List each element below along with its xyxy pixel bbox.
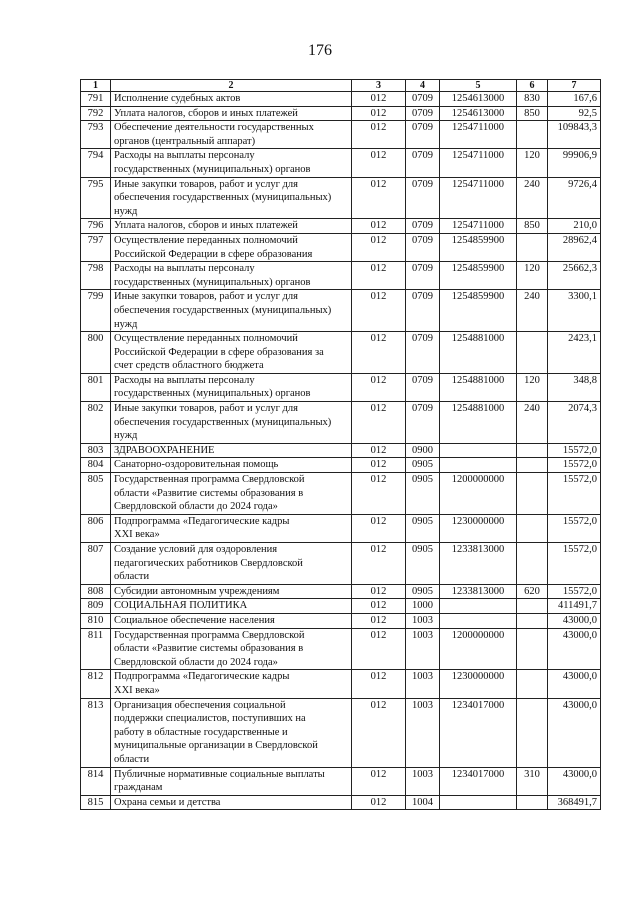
department-code-cell: 012 (352, 332, 406, 374)
item-name-cell: Государственная программа Свердловской области «Развитие системы образования в Свердловской области до 2024 года» (111, 473, 352, 515)
item-name-cell: Обеспечение деятельности государственных органов (центральный аппарат) (111, 121, 352, 149)
row-number-cell: 810 (81, 613, 111, 628)
table-row (81, 332, 601, 374)
row-number-cell: 801 (81, 373, 111, 401)
department-code-cell: 012 (352, 514, 406, 542)
expense-type-cell: 620 (517, 584, 548, 599)
department-code-cell: 012 (352, 628, 406, 670)
target-article-cell: 1254711000 (440, 219, 517, 234)
target-article-cell: 1233813000 (440, 584, 517, 599)
column-header: 1 (81, 80, 111, 92)
amount-cell: 15572,0 (548, 473, 601, 515)
amount-cell: 2074,3 (548, 402, 601, 444)
department-code-cell: 012 (352, 584, 406, 599)
table-row (81, 543, 601, 585)
expense-type-cell (517, 514, 548, 542)
amount-cell: 9726,4 (548, 177, 601, 219)
department-code-cell: 012 (352, 599, 406, 614)
row-number-cell: 812 (81, 670, 111, 698)
section-code-cell: 0905 (406, 458, 440, 473)
expense-type-cell: 240 (517, 402, 548, 444)
row-number-cell: 811 (81, 628, 111, 670)
amount-cell: 43000,0 (548, 613, 601, 628)
section-code-cell: 0905 (406, 584, 440, 599)
row-number-cell: 807 (81, 543, 111, 585)
table-row (81, 121, 601, 149)
table-row (81, 584, 601, 599)
table-row (81, 599, 601, 614)
expense-type-cell (517, 613, 548, 628)
department-code-cell: 012 (352, 233, 406, 261)
item-name-cell: СОЦИАЛЬНАЯ ПОЛИТИКА (111, 599, 352, 614)
item-name-cell: ЗДРАВООХРАНЕНИЕ (111, 443, 352, 458)
item-name-cell: Подпрограмма «Педагогические кадры XXI века» (111, 514, 352, 542)
amount-cell: 167,6 (548, 92, 601, 107)
table-row (81, 177, 601, 219)
section-code-cell: 1004 (406, 795, 440, 810)
item-name-cell: Иные закупки товаров, работ и услуг для обеспечения государственных (муниципальных) нужд (111, 177, 352, 219)
target-article-cell (440, 458, 517, 473)
amount-cell: 2423,1 (548, 332, 601, 374)
table-row (81, 670, 601, 698)
target-article-cell: 1254711000 (440, 149, 517, 177)
table-row (81, 290, 601, 332)
item-name-cell: Расходы на выплаты персоналу государственных (муниципальных) органов (111, 262, 352, 290)
department-code-cell: 012 (352, 698, 406, 767)
item-name-cell: Организация обеспечения социальной поддержки специалистов, поступивших на работу в областные государственные и муниципальные организации в Свердловской области (111, 698, 352, 767)
table-row (81, 402, 601, 444)
row-number-cell: 805 (81, 473, 111, 515)
expense-type-cell: 120 (517, 149, 548, 177)
department-code-cell: 012 (352, 106, 406, 121)
expense-type-cell (517, 332, 548, 374)
table-row (81, 613, 601, 628)
item-name-cell: Создание условий для оздоровления педагогических работников Свердловской области (111, 543, 352, 585)
section-code-cell: 1003 (406, 628, 440, 670)
column-header: 3 (352, 80, 406, 92)
expense-type-cell (517, 599, 548, 614)
row-number-cell: 806 (81, 514, 111, 542)
department-code-cell: 012 (352, 219, 406, 234)
page-number: 176 (308, 42, 332, 59)
expense-type-cell (517, 443, 548, 458)
amount-cell: 43000,0 (548, 628, 601, 670)
table-row (81, 628, 601, 670)
expense-type-cell (517, 473, 548, 515)
row-number-cell: 794 (81, 149, 111, 177)
department-code-cell: 012 (352, 373, 406, 401)
target-article-cell (440, 795, 517, 810)
amount-cell: 109843,3 (548, 121, 601, 149)
expense-type-cell: 120 (517, 373, 548, 401)
table-row (81, 767, 601, 795)
amount-cell: 15572,0 (548, 584, 601, 599)
section-code-cell: 0709 (406, 290, 440, 332)
column-header: 5 (440, 80, 517, 92)
target-article-cell (440, 613, 517, 628)
department-code-cell: 012 (352, 795, 406, 810)
expense-type-cell: 850 (517, 106, 548, 121)
department-code-cell: 012 (352, 149, 406, 177)
amount-cell: 99906,9 (548, 149, 601, 177)
target-article-cell: 1230000000 (440, 514, 517, 542)
item-name-cell: Расходы на выплаты персоналу государственных (муниципальных) органов (111, 373, 352, 401)
target-article-cell: 1254859900 (440, 233, 517, 261)
target-article-cell: 1230000000 (440, 670, 517, 698)
column-header: 7 (548, 80, 601, 92)
item-name-cell: Расходы на выплаты персоналу государственных (муниципальных) органов (111, 149, 352, 177)
row-number-cell: 802 (81, 402, 111, 444)
section-code-cell: 0709 (406, 149, 440, 177)
row-number-cell: 798 (81, 262, 111, 290)
department-code-cell: 012 (352, 177, 406, 219)
table-row (81, 149, 601, 177)
department-code-cell: 012 (352, 767, 406, 795)
target-article-cell: 1200000000 (440, 473, 517, 515)
section-code-cell: 0709 (406, 219, 440, 234)
amount-cell: 25662,3 (548, 262, 601, 290)
row-number-cell: 792 (81, 106, 111, 121)
expense-type-cell (517, 458, 548, 473)
target-article-cell: 1234017000 (440, 698, 517, 767)
expense-type-cell (517, 795, 548, 810)
department-code-cell: 012 (352, 443, 406, 458)
department-code-cell: 012 (352, 543, 406, 585)
expense-type-cell: 830 (517, 92, 548, 107)
row-number-cell: 813 (81, 698, 111, 767)
section-code-cell: 0709 (406, 332, 440, 374)
row-number-cell: 808 (81, 584, 111, 599)
table-row (81, 106, 601, 121)
amount-cell: 92,5 (548, 106, 601, 121)
row-number-cell: 815 (81, 795, 111, 810)
expense-type-cell: 240 (517, 290, 548, 332)
section-code-cell: 1003 (406, 670, 440, 698)
target-article-cell: 1254859900 (440, 290, 517, 332)
expense-type-cell (517, 628, 548, 670)
budget-table (80, 79, 601, 810)
section-code-cell: 1003 (406, 767, 440, 795)
table-row (81, 795, 601, 810)
target-article-cell: 1234017000 (440, 767, 517, 795)
row-number-cell: 804 (81, 458, 111, 473)
target-article-cell: 1233813000 (440, 543, 517, 585)
amount-cell: 43000,0 (548, 767, 601, 795)
column-header: 2 (111, 80, 352, 92)
target-article-cell: 1254881000 (440, 332, 517, 374)
department-code-cell: 012 (352, 458, 406, 473)
section-code-cell: 0709 (406, 92, 440, 107)
department-code-cell: 012 (352, 402, 406, 444)
target-article-cell: 1200000000 (440, 628, 517, 670)
section-code-cell: 0709 (406, 177, 440, 219)
column-header: 6 (517, 80, 548, 92)
expense-type-cell: 310 (517, 767, 548, 795)
section-code-cell: 0905 (406, 543, 440, 585)
row-number-cell: 796 (81, 219, 111, 234)
section-code-cell: 0709 (406, 262, 440, 290)
row-number-cell: 814 (81, 767, 111, 795)
table-row (81, 262, 601, 290)
table-row (81, 443, 601, 458)
target-article-cell: 1254881000 (440, 373, 517, 401)
section-code-cell: 0905 (406, 514, 440, 542)
table-row (81, 219, 601, 234)
table-row (81, 233, 601, 261)
department-code-cell: 012 (352, 121, 406, 149)
row-number-cell: 797 (81, 233, 111, 261)
section-code-cell: 1000 (406, 599, 440, 614)
table-row (81, 92, 601, 107)
item-name-cell: Иные закупки товаров, работ и услуг для обеспечения государственных (муниципальных) нужд (111, 402, 352, 444)
target-article-cell (440, 443, 517, 458)
row-number-cell: 799 (81, 290, 111, 332)
amount-cell: 411491,7 (548, 599, 601, 614)
row-number-cell: 809 (81, 599, 111, 614)
expense-type-cell (517, 121, 548, 149)
amount-cell: 210,0 (548, 219, 601, 234)
item-name-cell: Социальное обеспечение населения (111, 613, 352, 628)
amount-cell: 43000,0 (548, 670, 601, 698)
target-article-cell: 1254881000 (440, 402, 517, 444)
section-code-cell: 1003 (406, 698, 440, 767)
department-code-cell: 012 (352, 613, 406, 628)
item-name-cell: Осуществление переданных полномочий Российской Федерации в сфере образования за счет средств областного бюджета (111, 332, 352, 374)
target-article-cell: 1254613000 (440, 92, 517, 107)
item-name-cell: Уплата налогов, сборов и иных платежей (111, 219, 352, 234)
amount-cell: 43000,0 (548, 698, 601, 767)
section-code-cell: 0709 (406, 121, 440, 149)
expense-type-cell: 850 (517, 219, 548, 234)
row-number-cell: 795 (81, 177, 111, 219)
item-name-cell: Охрана семьи и детства (111, 795, 352, 810)
section-code-cell: 0905 (406, 473, 440, 515)
target-article-cell: 1254711000 (440, 177, 517, 219)
row-number-cell: 791 (81, 92, 111, 107)
expense-type-cell (517, 698, 548, 767)
row-number-cell: 793 (81, 121, 111, 149)
amount-cell: 15572,0 (548, 514, 601, 542)
amount-cell: 15572,0 (548, 458, 601, 473)
item-name-cell: Осуществление переданных полномочий Российской Федерации в сфере образования (111, 233, 352, 261)
target-article-cell (440, 599, 517, 614)
section-code-cell: 0709 (406, 233, 440, 261)
table-row (81, 373, 601, 401)
amount-cell: 3300,1 (548, 290, 601, 332)
item-name-cell: Подпрограмма «Педагогические кадры XXI века» (111, 670, 352, 698)
row-number-cell: 800 (81, 332, 111, 374)
amount-cell: 348,8 (548, 373, 601, 401)
amount-cell: 15572,0 (548, 543, 601, 585)
item-name-cell: Уплата налогов, сборов и иных платежей (111, 106, 352, 121)
amount-cell: 368491,7 (548, 795, 601, 810)
table-row (81, 514, 601, 542)
department-code-cell: 012 (352, 262, 406, 290)
expense-type-cell (517, 670, 548, 698)
section-code-cell: 0709 (406, 373, 440, 401)
expense-type-cell: 240 (517, 177, 548, 219)
target-article-cell: 1254613000 (440, 106, 517, 121)
department-code-cell: 012 (352, 290, 406, 332)
department-code-cell: 012 (352, 473, 406, 515)
department-code-cell: 012 (352, 670, 406, 698)
section-code-cell: 1003 (406, 613, 440, 628)
amount-cell: 28962,4 (548, 233, 601, 261)
item-name-cell: Субсидии автономным учреждениям (111, 584, 352, 599)
target-article-cell: 1254711000 (440, 121, 517, 149)
section-code-cell: 0709 (406, 106, 440, 121)
expense-type-cell (517, 543, 548, 585)
row-number-cell: 803 (81, 443, 111, 458)
target-article-cell: 1254859900 (440, 262, 517, 290)
column-header: 4 (406, 80, 440, 92)
department-code-cell: 012 (352, 92, 406, 107)
section-code-cell: 0709 (406, 402, 440, 444)
item-name-cell: Исполнение судебных актов (111, 92, 352, 107)
table-row (81, 698, 601, 767)
amount-cell: 15572,0 (548, 443, 601, 458)
table-row (81, 458, 601, 473)
item-name-cell: Санаторно-оздоровительная помощь (111, 458, 352, 473)
expense-type-cell (517, 233, 548, 261)
header-row (81, 80, 601, 92)
table-row (81, 473, 601, 515)
item-name-cell: Публичные нормативные социальные выплаты гражданам (111, 767, 352, 795)
section-code-cell: 0900 (406, 443, 440, 458)
expense-type-cell: 120 (517, 262, 548, 290)
item-name-cell: Государственная программа Свердловской области «Развитие системы образования в Свердловской области до 2024 года» (111, 628, 352, 670)
item-name-cell: Иные закупки товаров, работ и услуг для обеспечения государственных (муниципальных) нужд (111, 290, 352, 332)
